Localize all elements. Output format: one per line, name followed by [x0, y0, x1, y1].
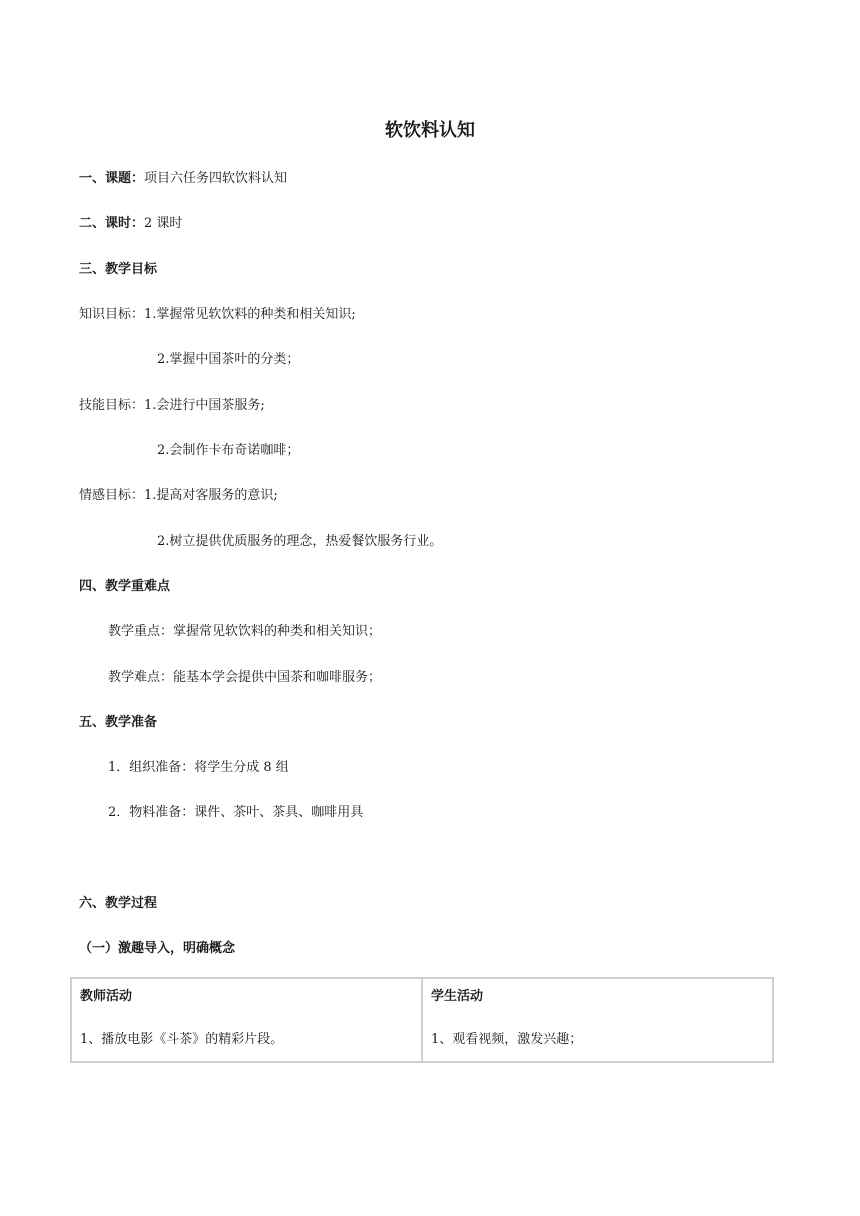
section-goals-heading: 三、教学目标 — [79, 262, 158, 277]
subsection-intro-heading: （一）激趣导入，明确概念 — [79, 941, 236, 956]
student-activity-header: 学生活动 — [431, 989, 484, 1004]
teacher-activity-cell — [71, 978, 422, 1062]
keypoint-difficulty: 教学难点：能基本学会提供中国茶和咖啡服务； — [108, 670, 382, 685]
teacher-activity-header: 教师活动 — [80, 989, 133, 1004]
prep-item-organization: 1．组织准备：将学生分成 8 组 — [108, 760, 289, 775]
section-hours-value: 2 课时 — [144, 216, 183, 231]
keypoint-focus: 教学重点：掌握常见软饮料的种类和相关知识； — [108, 624, 382, 639]
goal-knowledge-item-2: 2.掌握中国茶叶的分类； — [157, 352, 300, 367]
goal-skill-item-1: 1.会进行中国茶服务; — [144, 398, 265, 413]
document-title: 软饮料认知 — [385, 120, 475, 141]
goal-emotion-label: 情感目标： — [79, 488, 145, 503]
goal-knowledge — [79, 306, 356, 324]
teacher-activity-item-1: 1、播放电影《斗茶》的精彩片段。 — [80, 1032, 284, 1047]
goal-skill — [79, 397, 265, 415]
section-topic-label: 一、课题： — [79, 171, 145, 186]
goal-emotion — [79, 487, 278, 505]
prep-item-materials: 2．物料准备：课件、茶叶、茶具、咖啡用具 — [108, 805, 364, 820]
section-prep-heading: 五、教学准备 — [79, 715, 158, 730]
section-keypoints-heading: 四、教学重难点 — [79, 579, 171, 594]
activity-table — [70, 977, 774, 1063]
goal-knowledge-item-1: 1.掌握常见软饮料的种类和相关知识; — [144, 307, 356, 322]
table-row — [71, 978, 773, 1062]
goal-emotion-item-1: 1.提高对客服务的意识; — [144, 488, 278, 503]
section-process-heading: 六、教学过程 — [79, 896, 158, 911]
student-activity-cell — [422, 978, 773, 1062]
goal-skill-label: 技能目标： — [79, 398, 145, 413]
section-hours — [79, 215, 182, 233]
goal-skill-item-2: 2.会制作卡布奇诺咖啡； — [157, 443, 300, 458]
section-topic — [79, 170, 287, 188]
student-activity-item-1: 1、观看视频，激发兴趣； — [431, 1032, 583, 1047]
section-topic-value: 项目六任务四软饮料认知 — [144, 171, 288, 186]
section-hours-label: 二、课时： — [79, 216, 145, 231]
goal-knowledge-label: 知识目标： — [79, 307, 145, 322]
goal-emotion-item-2: 2.树立提供优质服务的理念，热爱餐饮服务行业。 — [157, 534, 443, 549]
